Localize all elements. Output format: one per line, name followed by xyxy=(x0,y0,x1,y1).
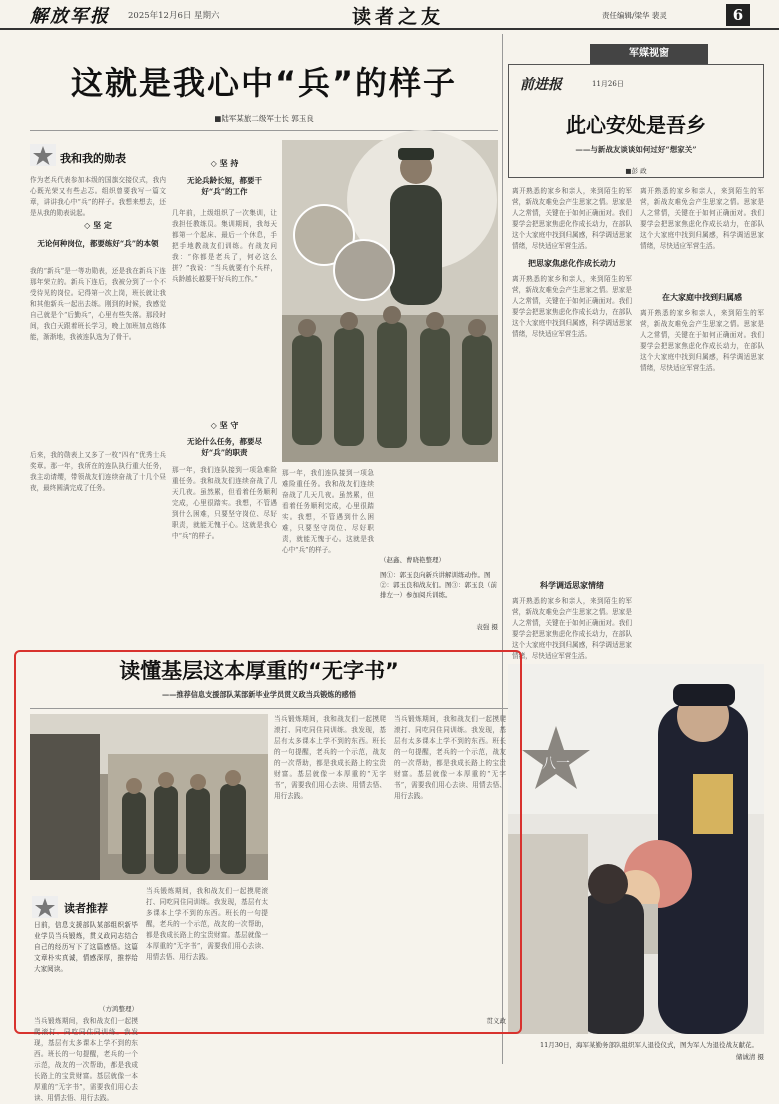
reader-recommend-heading: 读者推荐 xyxy=(64,902,108,915)
main-byline: ■陆军某旅二级军士长 郭玉良 xyxy=(214,114,314,123)
photo-credit: 袁强 摄 xyxy=(476,623,498,631)
army-star-icon xyxy=(30,144,56,166)
right-paragraph-3: 离开熟悉的家乡和亲人，来到陌生的军营，新战友难免会产生思家之情。思家是人之常情，关键在于如何正确面对。我们要学会把思家焦虑化作成长动力，在部队这个大家庭中找到归属感，科学调适思家情绪，尽快适应军营生活。 xyxy=(512,597,632,660)
photo-caption: 图①：郭玉良向新兵讲解训练动作。图②：郭玉良和战友们。图③：郭玉良（前排左一）参加阅兵训练。 xyxy=(380,571,497,599)
photo-collage xyxy=(282,140,498,462)
part3-subtitle: 无论什么任务，都要尽好“兵”的职责 xyxy=(187,437,262,457)
section-title: 读者之友 xyxy=(352,6,445,28)
part3-title: ◇ 坚 守 xyxy=(210,420,239,430)
right-author: ■彭 政 xyxy=(625,167,647,175)
newspaper-logo: 解放军报 xyxy=(30,6,110,27)
closing-paragraph: 那一年，我们连队接到一项急难险重任务。我和战友们连续奋战了几天几夜。虽然累，但看着任务顺利完成，心里很踏实。我想，不管遇到什么困难，只要坚守岗位、尽好职责，就能无愧于心。这就是我心中“兵”的样子。 xyxy=(282,469,374,554)
right-paragraph-2: 离开熟悉的家乡和亲人，来到陌生的军营，新战友难免会产生思家之情。思家是人之常情，关键在于如何正确面对。我们要学会把思家焦虑化作成长动力，在部队这个大家庭中找到归属感，科学调适思家情绪，尽快适应军营生活。 xyxy=(512,275,632,338)
right-subtitle: ——与新战友谈谈如何过好“想家关” xyxy=(575,145,697,154)
part2-paragraph: 几年前，上级组织了一次集训，让我担任教练员。集训期间，我每天都第一个起床、最后一个休息，手把手地教战友们训练。有战友问我：“你都是老兵了，何必这么拼？”我说：“当兵就要有个兵样，兵龄越长越要干好兵的工作。” xyxy=(172,209,277,283)
recommend-credit: （方鸿整理） xyxy=(99,1005,138,1013)
right-paragraph-1: 离开熟悉的家乡和亲人，来到陌生的军营，新战友难免会产生思家之情。思家是人之常情，关键在于如何正确面对。我们要学会把思家焦虑化作成长动力，在部队这个大家庭中找到归属感，科学调适思家情绪，尽快适应军营生活。 xyxy=(512,187,632,250)
highlight-headline: 读懂基层这本厚重的“无字书” xyxy=(119,659,399,683)
section-heading-medals: 我和我的勋表 xyxy=(60,152,126,165)
part1-paragraph-2: 后来，我的勋表上又多了一枚“四有”优秀士兵奖章。那一年，我所在的连队执行重大任务，我主动请缨，带领战友们连续奋战了十几个昼夜，最终圆满完成了任务。 xyxy=(30,451,166,492)
main-headline: 这就是我心中“兵”的样子 xyxy=(70,64,458,102)
right-newspaper-logo: 前进报 xyxy=(520,77,562,93)
issue-date: 2025年12月6日 星期六 xyxy=(128,11,220,21)
highlight-subtitle: ——推荐信息支援部队某部新毕业学员贯义政当兵锻炼的感悟 xyxy=(161,690,357,699)
soldiers-training-photo xyxy=(30,714,268,880)
highlight-paragraph-3: 当兵锻炼期间，我和战友们一起摸爬滚打、同吃同住同训练。我发现，基层有太多课本上学不到的东西。班长的一句提醒，老兵的一个示范，战友的一次帮助，都是我成长路上的宝贵财富。基层就像一本厚重的“无字书”，需要我们用心去读、用情去悟、用行去践。 xyxy=(394,715,506,800)
right-subheading-1: 把思家焦虑化作成长动力 xyxy=(528,258,616,268)
intro-paragraph: 作为老兵代表参加本级的国旗交接仪式，我内心既光荣又有些忐忑。组织曾要我写一篇文章，讲讲我心中“兵”的样子。我想来想去，还是从我的勋表说起。 xyxy=(30,176,166,217)
recommend-paragraph: 日前，信息支援部队某部组织新毕业学员当兵锻炼，贯义政同志结合自己的经历写下了这篇感悟。这篇文章朴实真诚，情感深厚，推荐给大家阅读。 xyxy=(34,921,138,973)
right-subheading-3: 科学调适思家情绪 xyxy=(540,580,604,590)
highlight-author: 贯义政 xyxy=(486,1017,506,1025)
part2-title: ◇ 坚 持 xyxy=(210,158,239,168)
right-paragraph-5: 离开熟悉的家乡和亲人，来到陌生的军营，新战友难免会产生思家之情。思家是人之常情，关键在于如何正确面对。我们要学会把思家焦虑化作成长动力，在部队这个大家庭中找到归属感，科学调适思家情绪，尽快适应军营生活。 xyxy=(640,309,764,372)
right-subheading-2: 在大家庭中找到归属感 xyxy=(662,292,742,302)
right-headline: 此心安处是吾乡 xyxy=(566,113,706,137)
part2-subtitle: 无论兵龄长短，都要干好“兵”的工作 xyxy=(187,176,262,196)
highlight-paragraph-1: 当兵锻炼期间，我和战友们一起摸爬滚打、同吃同住同训练。我发现，基层有太多课本上学不到的东西。班长的一句提醒，老兵的一个示范，战友的一次帮助，都是我成长路上的宝贵财富。基层就像一本厚重的“无字书”，需要我们用心去读、用情去悟、用行去践。 xyxy=(146,887,268,961)
part1-subtitle: 无论何种岗位，都要练好“兵”的本领 xyxy=(37,239,159,248)
part1-paragraph: 我的“新兵”是一等功勋表，还是我在新兵下连那年荣立的。新兵下连后，我被分到了一个不受待见的岗位。记得第一次上岗，班长就让我和其他新兵一起出去练。刚到的时候，我感觉自己就是个“后勤兵”，心里有些失落。那段时间，我白天跟着班长学习，晚上加班加点练体能，渐渐地，我被连队选为了骨干。 xyxy=(30,267,166,341)
recommend-star-icon xyxy=(32,896,58,918)
part3-paragraph: 那一年，我们连队接到一项急难险重任务。我和战友们连续奋战了几天几夜。虽然累，但看着任务顺利完成，心里很踏实。我想，不管遇到什么困难，只要坚守岗位、尽好职责，就能无愧于心。这就是我心中“兵”的样子。 xyxy=(172,466,277,540)
editor-credit: 责任编辑/梁华 裴灵 xyxy=(602,11,667,20)
photo-editor-note: （赵鑫、曹晓艳整理） xyxy=(380,556,445,564)
svg-text:八一: 八一 xyxy=(542,756,570,772)
masthead xyxy=(0,0,779,30)
recommend-paragraph-2: 当兵锻炼期间，我和战友们一起摸爬滚打、同吃同住同训练。我发现，基层有太多课本上学不到的东西。班长的一句提醒，老兵的一个示范，战友的一次帮助，都是我成长路上的宝贵财富。基层就像一本厚重的“无字书”，需要我们用心去读、用情去悟、用行去践。 xyxy=(34,1017,138,1102)
right-photo-caption: 11月30日，海军某勤务部队组织军人退役仪式，图为军人为退役战友献花。 xyxy=(540,1041,759,1049)
right-date: 11月26日 xyxy=(592,80,624,88)
part1-title: ◇ 坚 定 xyxy=(84,220,112,230)
page-number: 6 xyxy=(726,4,750,26)
military-media-header: 军媒视窗 xyxy=(590,44,708,64)
highlight-rule xyxy=(30,708,508,709)
right-photo-credit: 储诚清 摄 xyxy=(735,1053,764,1061)
retirement-ceremony-photo xyxy=(508,664,764,1034)
highlight-paragraph-2: 当兵锻炼期间，我和战友们一起摸爬滚打、同吃同住同训练。我发现，基层有太多课本上学不到的东西。班长的一句提醒，老兵的一个示范，战友的一次帮助，都是我成长路上的宝贵财富。基层就像一本厚重的“无字书”，需要我们用心去读、用情去悟、用行去践。 xyxy=(274,715,386,800)
right-paragraph-4: 离开熟悉的家乡和亲人，来到陌生的军营，新战友难免会产生思家之情。思家是人之常情，关键在于如何正确面对。我们要学会把思家焦虑化作成长动力，在部队这个大家庭中找到归属感，科学调适思家情绪，尽快适应军营生活。 xyxy=(640,187,764,250)
